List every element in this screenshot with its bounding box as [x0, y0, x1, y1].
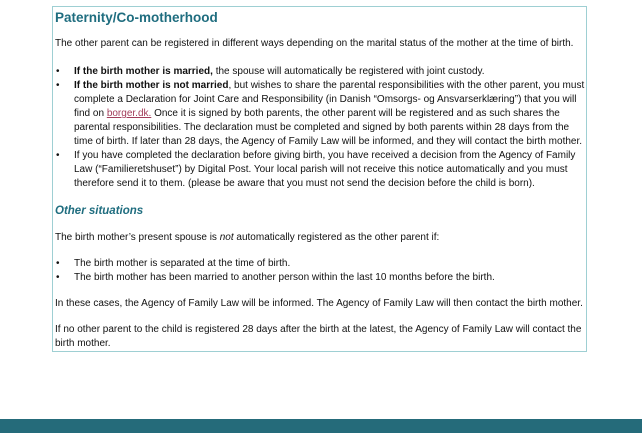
bullet-icon: •	[56, 258, 60, 269]
bullet-icon: •	[56, 150, 60, 161]
intro-text: The birth mother’s present spouse is	[55, 232, 220, 243]
intro-paragraph: The other parent can be registered in different ways depending on the marital status of the mother at the time of birth.	[55, 38, 574, 49]
bullet-icon: •	[56, 80, 60, 91]
other-situations-heading: Other situations	[55, 205, 144, 217]
list-item	[55, 149, 586, 191]
bullet-text: If you have completed the declaration before giving birth, you have received a decision from the Agency of Family Law (“Familieretshuset”) by Digital Post. Your local parish will not receive this notice automatically and you must therefore send it to them. (please be aware that you must not send the decision before the child is born).	[74, 150, 576, 189]
marital-status-list	[55, 65, 586, 191]
emphasis-text: not	[219, 232, 234, 243]
bullet-text: The birth mother is separated at the time of birth.	[74, 258, 291, 269]
bullet-bold-text: If the birth mother is not married	[74, 80, 229, 91]
bullet-text-continued: Once it is signed by both parents, the other parent will be registered and as such shares the parental responsibilities. The declaration must be completed and signed by both parents within 28 days from the time of birth. If later than 28 days, the Agency of Family Law will be informed, and they will contact the birth mother.	[74, 108, 583, 147]
intro-text-continued: automatically registered as the other parent if:	[233, 232, 440, 243]
list-item	[55, 271, 586, 285]
footer-bar	[0, 419, 642, 433]
no-parent-paragraph: If no other parent to the child is registered 28 days after the birth at the latest, the Agency of Family Law will contact the birth mother.	[55, 324, 582, 349]
list-item	[55, 79, 586, 149]
bullet-text: the spouse will automatically be registered with joint custody.	[212, 66, 485, 77]
other-intro-paragraph	[55, 231, 586, 245]
content-box	[52, 6, 587, 352]
bullet-bold-text: If the birth mother is married,	[74, 66, 213, 77]
borger-dk-link[interactable]: borger.dk.	[106, 108, 152, 119]
list-item	[55, 257, 586, 271]
bullet-icon: •	[56, 66, 60, 77]
section-title: Paternity/Co-motherhood	[55, 10, 218, 25]
bullet-text: The birth mother has been married to another person within the last 10 months before the birth.	[74, 272, 495, 283]
bullet-text: , but wishes to share the parental responsibilities with the other parent, you must complete a Declaration for Joint Care and Responsibility (in Danish “Omsorgs- og Ansvarserklæring”) that you will find on	[74, 80, 585, 119]
agency-paragraph: In these cases, the Agency of Family Law will be informed. The Agency of Family Law will then contact the birth mother.	[55, 298, 583, 309]
list-item	[55, 65, 586, 79]
bullet-icon: •	[56, 272, 60, 283]
other-situations-list	[55, 257, 586, 285]
